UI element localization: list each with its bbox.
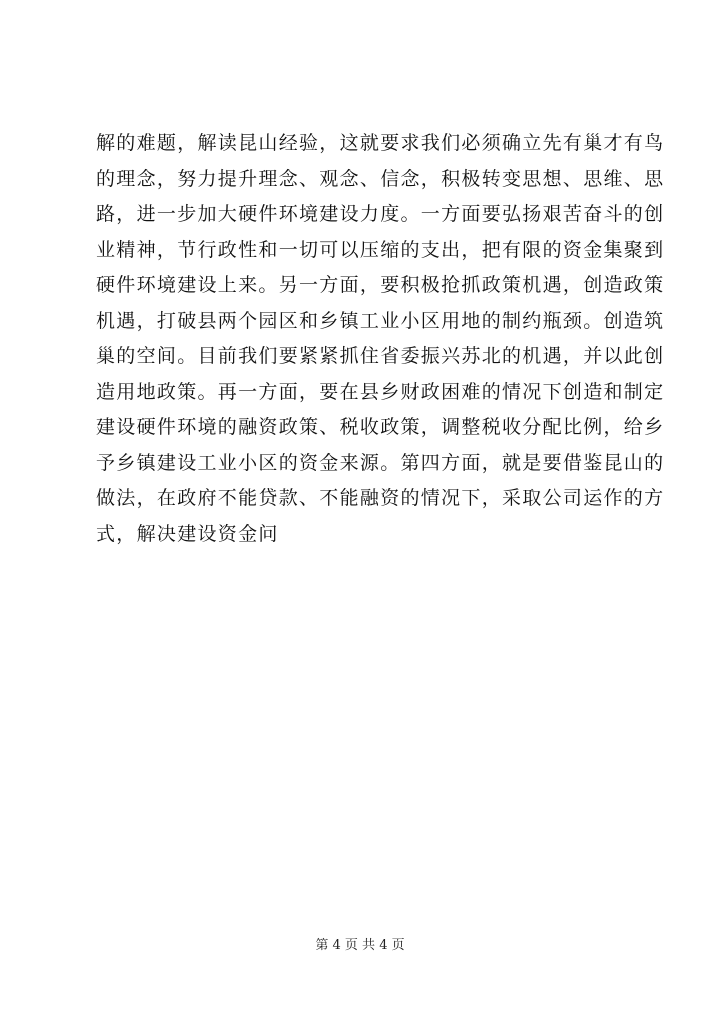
page-number-footer: 第 4 页 共 4 页	[315, 938, 405, 953]
text-line: 做法，在政府不能贷款、不能融资的情况下，采取公司运作的方	[96, 487, 665, 509]
text-line: 予乡镇建设工业小区的资金来源。第四方面，就是要借鉴昆山的	[96, 451, 665, 474]
text-line: 巢的空间。目前我们要紧紧抓住省委振兴苏北的机遇，并以此创	[96, 345, 665, 367]
text-line: 路，进一步加大硬件环境建设力度。一方面要弘扬艰苦奋斗的创	[96, 203, 665, 225]
text-line: 解的难题，解读昆山经验，这就要求我们必须确立先有巢才有鸟	[96, 132, 665, 154]
text-line: 业精神，节行政性和一切可以压缩的支出，把有限的资金集聚到	[96, 238, 665, 261]
text-line: 建设硬件环境的融资政策、税收政策，调整税收分配比例，给乡	[96, 416, 665, 438]
text-line: 造用地政策。再一方面，要在县乡财政困难的情况下创造和制定	[96, 380, 665, 403]
body-paragraph	[96, 126, 665, 552]
text-line: 的理念，努力提升理念、观念、信念，积极转变思想、思维、思	[96, 167, 665, 190]
text-line: 硬件环境建设上来。另一方面，要积极抢抓政策机遇，创造政策	[96, 274, 665, 296]
text-line: 式，解决建设资金问	[96, 522, 279, 545]
text-line: 机遇，打破县两个园区和乡镇工业小区用地的制约瓶颈。创造筑	[96, 309, 665, 332]
